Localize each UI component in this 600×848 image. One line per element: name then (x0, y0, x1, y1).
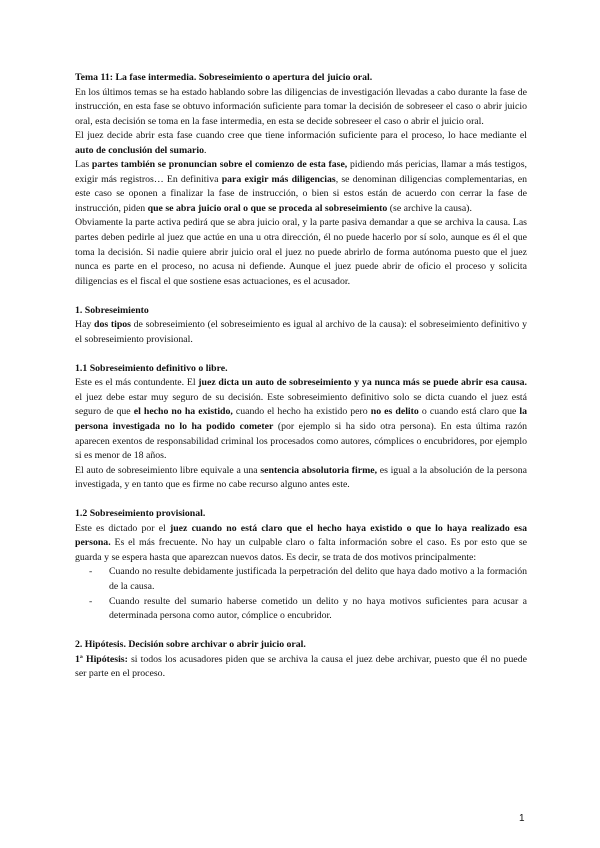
document-title: Tema 11: La fase intermedia. Sobreseimiento o apertura del juicio oral. (75, 72, 373, 83)
section-1-1-heading: 1.1 Sobreseimiento definitivo o libre. (75, 362, 228, 374)
list-item: - Cuando no resulte debidamente justificada la perpetración del delito que haya dado motivo a la formación de la causa. (109, 565, 527, 594)
intro-paragraph-4: Obviamente la parte activa pedirá que se abra juicio oral, y la parte pasiva demandar a que se archiva la causa. Las partes deben pedirle al juez que actúe en una u otra dirección, él no puede hacerlo por sí solo, aunque es él el que toma la decisión. Si nadie quiere abrir juicio oral el juez no puede abrirlo de forma autónoma puesto que el juez nunca es parte en el proceso, no acusa ni defiende. Aunque el juez puede abrir de oficio el proceso y solicita diligencias es el fiscal el que sostiene esas actuaciones, es el acusador. (75, 217, 527, 287)
section-2-heading: 2. Hipótesis. Decisión sobre archivar o abrir juicio oral. (75, 639, 306, 651)
intro-paragraph-1: En los últimos temas se ha estado hablando sobre las diligencias de investigación llevadas a cabo durante la fase de instrucción, en esta fase se obtuvo información suficiente para tomar la decisión de sobreseer el caso o abrir juicio oral, esta decisión se toma en la fase intermedia, en esta se decide sobreseer el caso o abrir el juicio oral. (75, 86, 527, 127)
section-1-2-heading: 1.2 Sobreseimiento provisional. (75, 508, 206, 520)
section-1-2-paragraph: Este es dictado por el juez cuando no está claro que el hecho haya existido o que lo haya realizado esa persona. Es el más frecuente. No hay un culpable claro o falta información sobre el caso. Es por esto que se guarda y se espera hasta que aparezcan nuevos datos. Es decir, se trata de dos motivos principalmente: (75, 522, 527, 563)
intro-paragraph-3: Las partes también se pronuncian sobre el comienzo de esta fase, pidiendo más pericias, llamar a más testigos, exigir más registros… En definitiva para exigir más diligencias, se denominan diligencias complementarias, en este caso se oponen a finalizar la fase de instrucción, o bien si estos están de acuerdo con cerrar la fase de instrucción, piden que se abra juicio oral o que se proceda al sobreseimiento (se archive la causa). (75, 159, 527, 214)
section-1-1-paragraph-1: Este es el más contundente. El juez dicta un auto de sobreseimiento y ya nunca más se puede abrir esa causa. el juez debe estar muy seguro de su decisión. Este sobreseimiento definitivo solo se dicta cuando el juez está seguro de que el hecho no ha existido, cuando el hecho ha existido pero no es delito o cuando está claro que la persona investigada no lo ha podido cometer (por ejemplo si ha sido otra persona). En esta última razón aparecen exentos de responsabilidad criminal los procesados como autores, cómplices o encubridores, por ejemplo si es menor de 18 años. (75, 377, 528, 462)
list-item: - Cuando resulte del sumario haberse cometido un delito y no haya motivos suficientes para acusar a determinada persona como autor, cómplice o encubridor. (109, 595, 527, 624)
reasons-list (75, 565, 527, 623)
intro-paragraph-2: El juez decide abrir esta fase cuando cree que tiene información suficiente para el proceso, lo hace mediante el auto de conclusión del sumario. (75, 130, 527, 156)
section-2-paragraph: 1ª Hipótesis: si todos los acusadores piden que se archiva la causa el juez debe archivar, puesto que él no puede ser parte en el proceso. (75, 653, 527, 680)
document-body (75, 71, 527, 682)
page-number: 1 (519, 813, 525, 824)
section-1-1-paragraph-2: El auto de sobreseimiento libre equivale a una sentencia absolutoria firme, es igual a la absolución de la persona investigada, y en tanto que es firme no cabe recurso alguno antes este. (75, 464, 528, 491)
section-1-paragraph: Hay dos tipos de sobreseimiento (el sobreseimiento es igual al archivo de la causa): el sobreseimiento definitivo y el sobreseimiento provisional. (75, 319, 527, 345)
section-1-heading: 1. Sobreseimiento (75, 304, 149, 316)
